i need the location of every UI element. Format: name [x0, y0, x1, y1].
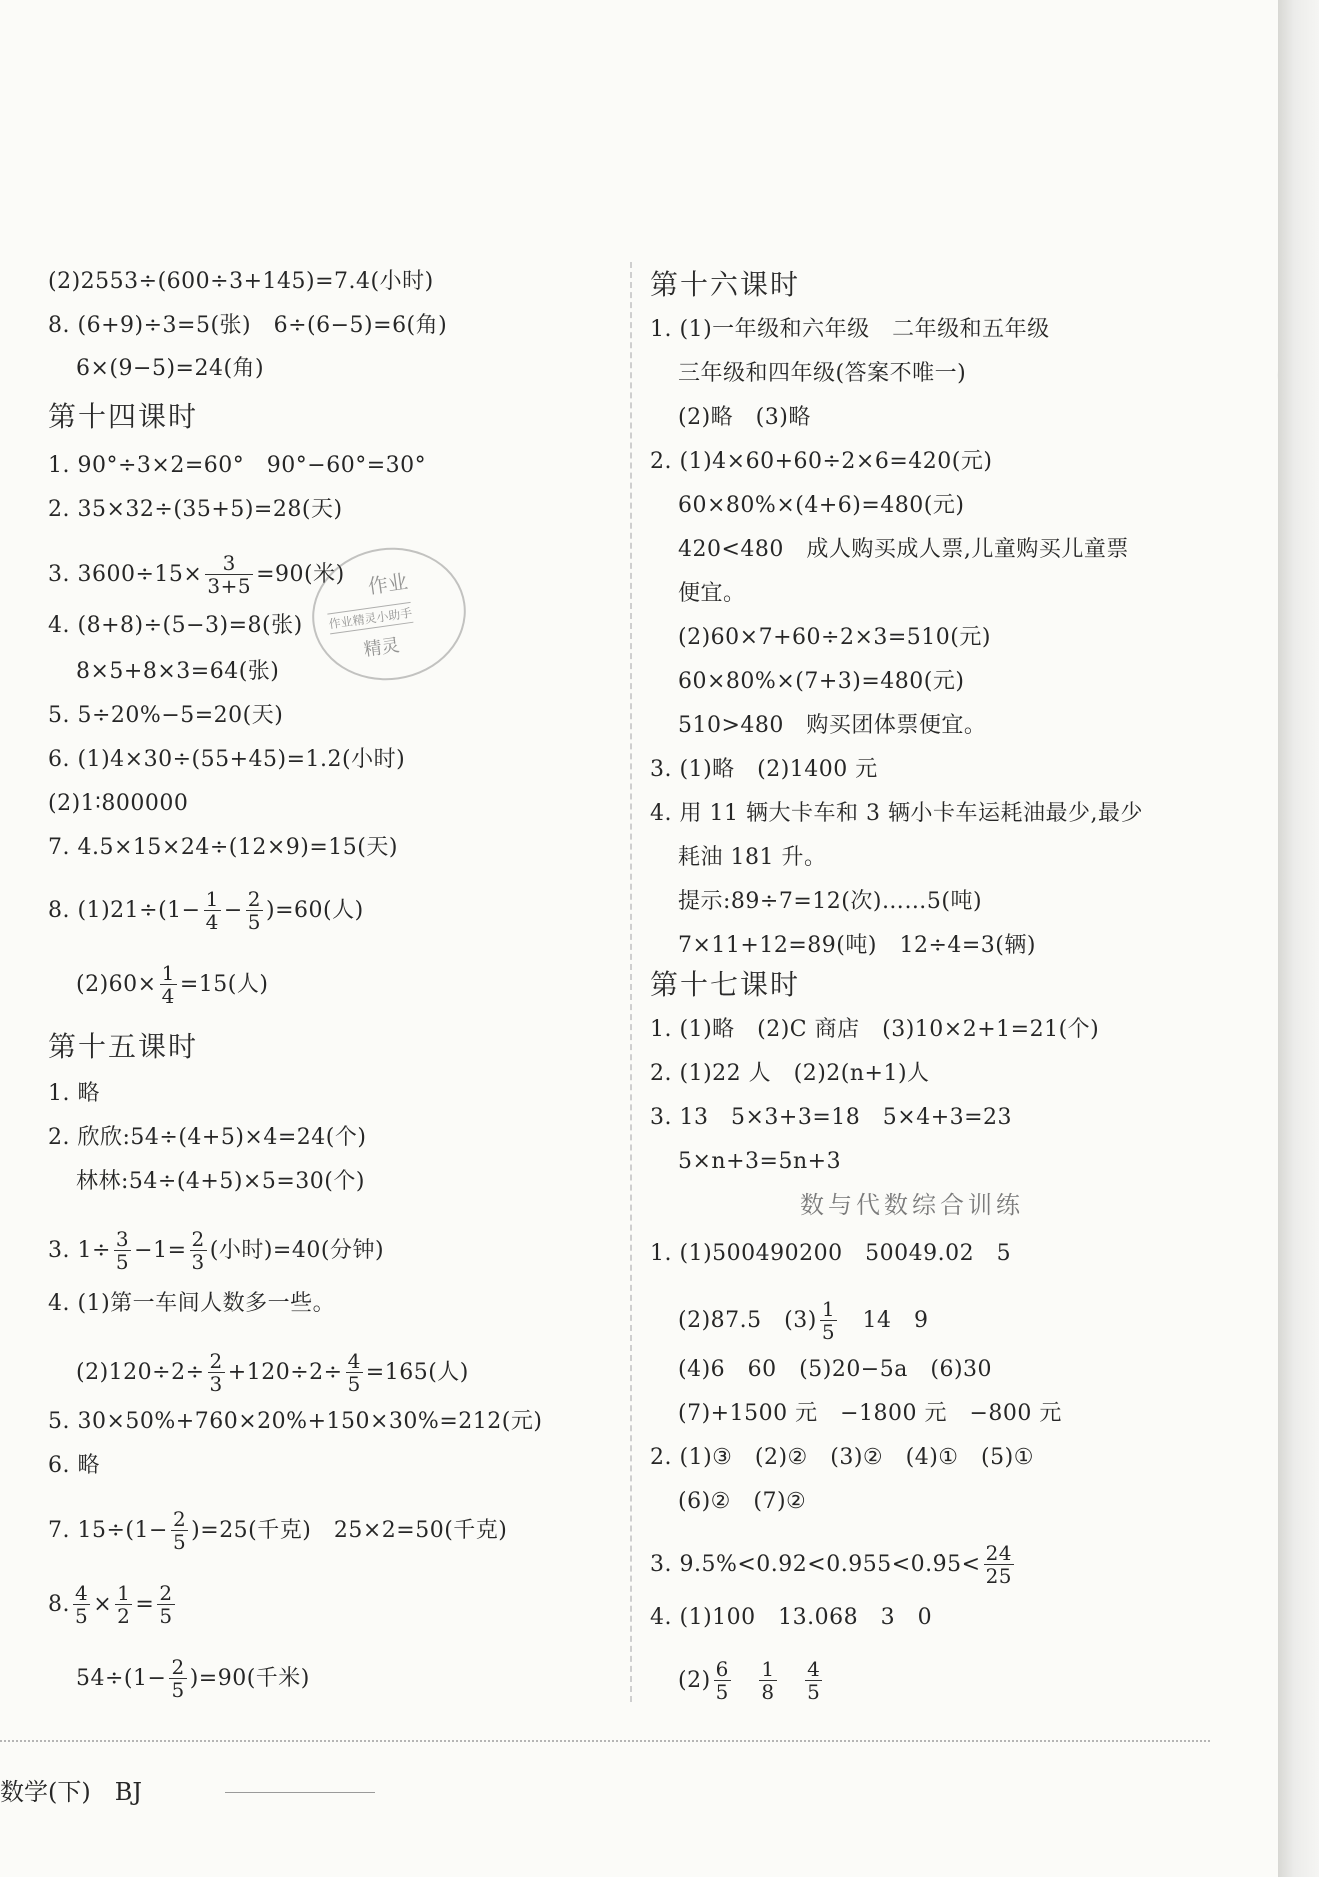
stamp-text-2: 作业精灵小助手 — [327, 602, 413, 634]
answer-text: =165(人) — [365, 1359, 469, 1385]
fraction — [246, 888, 263, 933]
answer-text: 1. (1)略 (2)C 商店 (3)10×2+1=21(个) — [650, 1017, 1100, 1042]
answer-text: )=90(千米) — [189, 1665, 310, 1691]
answer-text: 4. (1)第一车间人数多一些。 — [48, 1291, 336, 1316]
numerator: 2 — [159, 1581, 173, 1605]
answer-text: 5×n+3=5n+3 — [678, 1149, 842, 1174]
fraction — [114, 1228, 131, 1273]
answer-text: 8. (1)21÷(1− — [48, 897, 201, 923]
answer-text: 便宜。 — [678, 581, 746, 606]
numerator: 3 — [115, 1227, 130, 1251]
answer-text: (2)1∶800000 — [48, 791, 189, 816]
answer-line — [76, 1656, 310, 1701]
answer-line — [48, 888, 364, 933]
answer-text: 2. 欣欣:54÷(4+5)×4=24(个) — [48, 1125, 367, 1150]
answer-line — [678, 844, 826, 872]
answer-text — [780, 1667, 803, 1695]
answer-line — [678, 888, 982, 916]
answer-line — [48, 268, 434, 296]
answer-text: −1= — [134, 1237, 187, 1263]
numerator: 24 — [985, 1541, 1013, 1565]
answer-text: (2)2553÷(600÷3+145)=7.4(小时) — [48, 269, 434, 294]
answer-text: 8. (6+9)÷3=5(张) 6÷(6−5)=6(角) — [48, 313, 448, 338]
fraction — [805, 1658, 822, 1703]
numerator: 6 — [715, 1657, 729, 1681]
denominator: 4 — [161, 984, 175, 1008]
denominator: 5 — [347, 1372, 361, 1396]
answer-line — [76, 658, 279, 686]
answer-text — [734, 1667, 757, 1695]
denominator: 5 — [75, 1604, 89, 1628]
answer-text: 1. (1)500490200 50049.02 5 — [650, 1241, 1012, 1266]
answer-text: 提示:89÷7=12(次)……5(吨) — [678, 889, 983, 914]
answer-line — [678, 1400, 1062, 1428]
denominator: 5 — [115, 1250, 130, 1274]
answer-line — [678, 624, 991, 652]
fraction — [73, 1582, 90, 1627]
denominator: 4 — [205, 910, 219, 934]
answer-text: − — [223, 897, 243, 923]
answer-line — [650, 1542, 1017, 1587]
answer-text: 7×11+12=89(吨) 12÷4=3(辆) — [678, 933, 1036, 958]
answer-text: +120÷2÷ — [227, 1359, 343, 1385]
answer-text: 6. (1)4×30÷(55+45)=1.2(小时) — [48, 747, 406, 772]
column-divider — [630, 262, 632, 1702]
answer-text: 3. 3600÷15× — [48, 561, 203, 587]
section-heading: 数与代数综合训练 — [800, 1191, 1024, 1219]
answer-text: 1. (1)一年级和六年级 二年级和五年级 — [650, 317, 1050, 342]
answer-line — [678, 360, 966, 388]
answer-line — [650, 1604, 932, 1632]
answer-text: 6×(9−5)=24(角) — [76, 356, 265, 381]
answer-text: 3. (1)略 (2)1400 元 — [650, 757, 878, 782]
page-edge — [1278, 0, 1319, 1877]
answer-text: 420<480 成人购买成人票,儿童购买儿童票 — [678, 537, 1129, 562]
answer-text: 耗油 181 升。 — [678, 845, 827, 870]
answer-line — [48, 496, 343, 524]
answer-text: (小时)=40(分钟) — [209, 1237, 385, 1263]
answer-text: 5. 5÷20%−5=20(天) — [48, 703, 284, 728]
answer-line — [48, 1228, 384, 1273]
answer-line — [76, 1350, 469, 1395]
answer-line — [48, 552, 345, 597]
answer-text: 510>480 购买团体票便宜。 — [678, 713, 987, 738]
answer-text: 60×80%×(4+6)=480(元) — [678, 493, 965, 518]
fraction — [346, 1350, 363, 1395]
answer-line — [650, 1016, 1099, 1044]
answer-text: (2)120÷2÷ — [76, 1359, 205, 1385]
answer-line — [48, 1080, 100, 1108]
section-heading: 第十四课时 — [48, 400, 199, 433]
answer-line — [650, 1104, 1012, 1132]
answer-line — [650, 800, 1143, 828]
fraction — [759, 1658, 776, 1703]
stamp-text-3: 精灵 — [362, 634, 401, 661]
answer-text: =90(米) — [256, 561, 345, 587]
answer-text: 4. (8+8)÷(5−3)=8(张) — [48, 613, 303, 638]
answer-text: (2)60× — [76, 971, 157, 997]
denominator: 2 — [117, 1604, 131, 1628]
numerator: 4 — [807, 1657, 821, 1681]
answer-text: 7. 15÷(1− — [48, 1517, 168, 1543]
fraction — [820, 1298, 837, 1343]
fraction — [714, 1658, 731, 1703]
answer-text: 林林:54÷(4+5)×5=30(个) — [76, 1169, 365, 1194]
answer-text: 3. 1÷ — [48, 1237, 111, 1263]
answer-line — [650, 1444, 1034, 1472]
answer-text: )=60(人) — [266, 897, 364, 923]
fraction — [160, 962, 177, 1007]
answer-text: 3. 13 5×3+3=18 5×4+3=23 — [650, 1105, 1013, 1130]
answer-line — [678, 404, 811, 432]
answer-line — [678, 712, 986, 740]
answer-line — [678, 1298, 929, 1343]
denominator: 5 — [159, 1604, 173, 1628]
answer-line — [678, 492, 964, 520]
answer-text: 1. 略 — [48, 1081, 100, 1106]
answer-text: (6)② (7)② — [678, 1489, 807, 1514]
answer-line — [76, 355, 264, 383]
denominator: 5 — [715, 1680, 729, 1704]
answer-line — [48, 1290, 335, 1318]
answer-line — [650, 756, 878, 784]
denominator: 25 — [985, 1564, 1013, 1588]
answer-text: =15(人) — [179, 971, 269, 997]
footer-rule — [0, 1740, 1210, 1742]
footer-label: 数学(下) BJ — [0, 1778, 142, 1806]
answer-text: 4. (1)100 13.068 3 0 — [650, 1605, 933, 1630]
answer-line — [650, 1240, 1011, 1268]
denominator: 5 — [171, 1678, 185, 1702]
answer-line — [678, 668, 964, 696]
answer-text: 54÷(1− — [76, 1665, 167, 1691]
answer-text: 3. 9.5%<0.92<0.955<0.9̇5< — [650, 1551, 981, 1577]
numerator: 2 — [171, 1655, 185, 1679]
footer-underline — [225, 1792, 375, 1793]
answer-line — [48, 1124, 366, 1152]
answer-text: (2)略 (3)略 — [678, 405, 811, 430]
denominator: 3+5 — [207, 574, 252, 598]
answer-line — [48, 702, 283, 730]
numerator: 1 — [821, 1297, 836, 1321]
answer-text: 6. 略 — [48, 1453, 100, 1478]
denominator: 5 — [821, 1320, 836, 1344]
denominator: 3 — [209, 1372, 223, 1396]
numerator: 2 — [191, 1227, 205, 1251]
fraction — [204, 888, 221, 933]
section-heading: 第十五课时 — [48, 1030, 199, 1063]
numerator: 3 — [222, 551, 236, 575]
answer-line — [678, 580, 746, 608]
section-heading: 第十六课时 — [650, 268, 801, 301]
answer-line — [650, 448, 992, 476]
fraction — [205, 552, 253, 597]
answer-line — [650, 316, 1050, 344]
fraction — [208, 1350, 225, 1395]
answer-line — [48, 612, 303, 640]
denominator: 5 — [172, 1530, 187, 1554]
answer-text: (2)60×7+60÷2×3=510(元) — [678, 625, 991, 650]
answer-text: 14 9 — [840, 1307, 929, 1333]
answer-text: 三年级和四年级(答案不唯一) — [678, 361, 967, 386]
answer-text: )=25(千克) 25×2=50(千克) — [191, 1517, 508, 1543]
fraction — [169, 1656, 186, 1701]
answer-text: 4. 用 11 辆大卡车和 3 辆小卡车运耗油最少,最少 — [650, 801, 1143, 826]
fraction — [115, 1582, 132, 1627]
answer-line — [678, 1148, 841, 1176]
answer-line — [76, 1168, 365, 1196]
answer-text: (7)+1500 元 −1800 元 −800 元 — [678, 1401, 1062, 1426]
answer-line — [678, 536, 1129, 564]
answer-line — [678, 1658, 825, 1703]
answer-line — [48, 1582, 178, 1627]
answer-text: 5. 30×50%+760×20%+150×30%=212(元) — [48, 1409, 543, 1434]
answer-text: (2) — [678, 1667, 711, 1693]
answer-line — [678, 1356, 992, 1384]
answer-text: 2. 35×32÷(35+5)=28(天) — [48, 497, 343, 522]
fraction — [157, 1582, 174, 1627]
section-heading: 第十七课时 — [650, 968, 801, 1001]
answer-text: = — [135, 1591, 155, 1617]
answer-line — [48, 452, 426, 480]
numerator: 4 — [347, 1349, 361, 1373]
answer-line — [48, 312, 447, 340]
answer-text: 8×5+8×3=64(张) — [76, 659, 280, 684]
answer-text: (4)6 60 (5)20−5a (6)30 — [678, 1357, 993, 1382]
fraction — [984, 1542, 1014, 1587]
answer-text: 60×80%×(7+3)=480(元) — [678, 669, 965, 694]
fraction — [171, 1508, 188, 1553]
answer-text: 8. — [48, 1591, 70, 1617]
answer-text: 2. (1)③ (2)② (3)② (4)① (5)① — [650, 1445, 1034, 1470]
fraction — [190, 1228, 207, 1273]
numerator: 1 — [117, 1581, 131, 1605]
answer-line — [48, 834, 398, 862]
answer-line — [48, 1508, 507, 1553]
answer-text: × — [93, 1591, 113, 1617]
numerator: 2 — [172, 1507, 187, 1531]
denominator: 3 — [191, 1250, 205, 1274]
denominator: 5 — [807, 1680, 821, 1704]
answer-line — [48, 1408, 542, 1436]
numerator: 2 — [209, 1349, 223, 1373]
stamp-text-1: 作业 — [366, 569, 410, 599]
numerator: 1 — [205, 887, 219, 911]
answer-line — [48, 790, 188, 818]
answer-text: 7. 4.5×15×24÷(12×9)=15(天) — [48, 835, 398, 860]
answer-line — [48, 746, 405, 774]
answer-line — [678, 1488, 806, 1516]
numerator: 1 — [161, 961, 175, 985]
denominator: 8 — [761, 1680, 775, 1704]
answer-text: 1. 90°÷3×2=60° 90°−60°=30° — [48, 453, 427, 478]
denominator: 5 — [247, 910, 261, 934]
answer-text: 2. (1)4×60+60÷2×6=420(元) — [650, 449, 993, 474]
answer-line — [76, 962, 268, 1007]
answer-line — [678, 932, 1036, 960]
answer-text: (2)87.5 (3) — [678, 1307, 817, 1333]
answer-text: 2. (1)22 人 (2)2(n+1)人 — [650, 1061, 930, 1086]
numerator: 4 — [75, 1581, 89, 1605]
answer-line — [48, 1452, 100, 1480]
numerator: 1 — [761, 1657, 775, 1681]
numerator: 2 — [247, 887, 261, 911]
answer-line — [650, 1060, 930, 1088]
